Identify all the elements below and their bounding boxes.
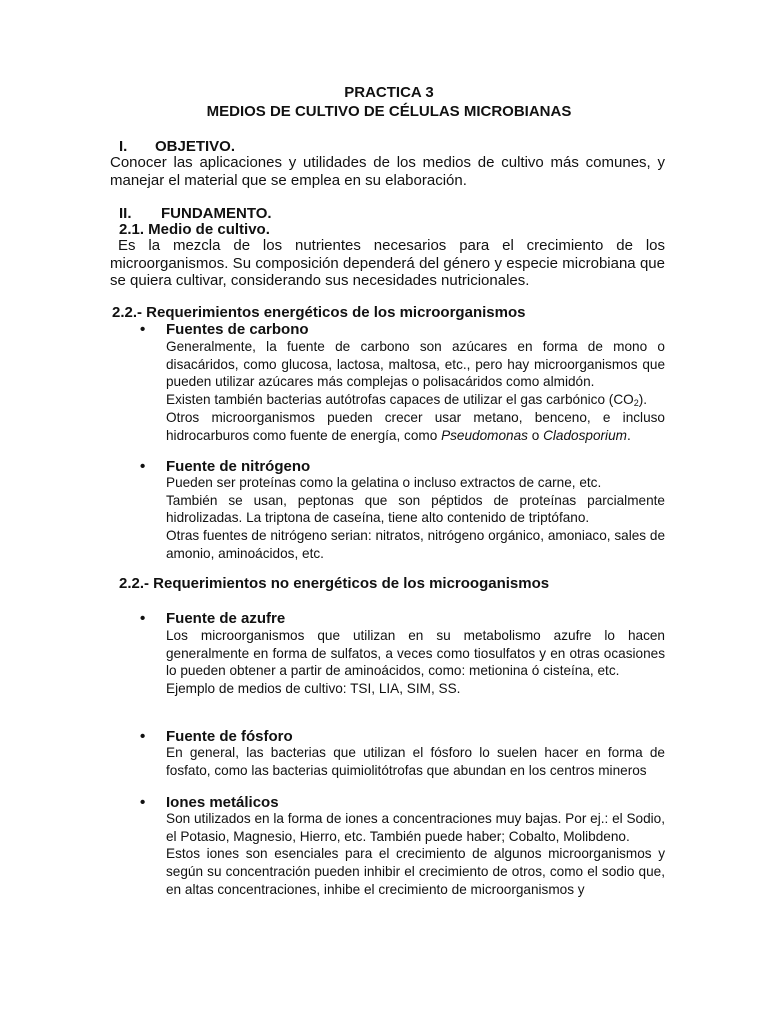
bullet-icon: •: [140, 458, 146, 475]
genus-name: Cladosporium: [543, 427, 627, 443]
bullet-icon: •: [140, 321, 146, 338]
fundamento-number: II.: [119, 205, 132, 222]
bullet-icon: •: [140, 794, 146, 811]
nitrogeno-text: [166, 474, 665, 563]
azufre-text: [166, 627, 665, 698]
bullet-icon: •: [140, 728, 146, 745]
carbono-paragraph: Existen también bacterias autótrofas capaces de utilizar el gas carbónico $(CO_2)$.: [166, 392, 648, 409]
azufre-title: Fuente de azufre: [166, 610, 286, 627]
nitrogeno-paragraph: También se usan, peptonas que son péptidos de proteínas parcialmente hidrolizadas. La triptona de caseína, tiene alto contenido de triptófano.: [166, 492, 665, 526]
metalicos-paragraph: Estos iones son esenciales para el crecimiento de algunos microorganismos y según su concentración pueden inhibir el crecimiento de otros, como el sodio que, en altas concentraciones, inhibe el crecimiento de microorganismos y: [166, 846, 665, 897]
azufre-bullet-item: [140, 610, 286, 628]
carbono-text: [166, 338, 665, 444]
genus-name: Pseudomonas: [441, 427, 528, 443]
medio-cultivo-heading: 2.1. Medio de cultivo.: [119, 221, 270, 238]
carbono-title: Fuentes de carbono: [166, 321, 309, 338]
azufre-paragraph: Los microorganismos que utilizan en su metabolismo azufre lo hacen generalmente en forma de sulfatos, a veces como tiosulfatos y en otras ocasiones lo pueden obtener a partir de aminoácidos, como: metionina ó cisteína, etc.: [166, 628, 665, 679]
fosforo-paragraph: En general, las bacterias que utilizan el fósforo lo suelen hacer en forma de fosfato, como las bacterias quimiolitótrofas que abundan en los centros mineros: [166, 745, 665, 778]
metalicos-text: [166, 810, 665, 899]
carbono-bullet-item: [140, 321, 309, 339]
metalicos-title: Iones metálicos: [166, 794, 279, 811]
bullet-icon: •: [140, 610, 146, 627]
objetivo-text: Conocer las aplicaciones y utilidades de los medios de cultivo más comunes, y manejar el material que se emplea en su elaboración.: [110, 154, 665, 189]
carbono-paragraph: Otros microorganismos pueden crecer usar metano, benceno, e incluso hidrocarburos como fuente de energía, como Pseudomonas o Cladosporium.: [166, 409, 665, 443]
fundamento-heading: FUNDAMENTO.: [161, 205, 272, 222]
nitrogeno-paragraph: Otras fuentes de nitrógeno serian: nitratos, nitrógeno orgánico, amoniaco, sales de amonio, aminoácidos, etc.: [166, 528, 665, 561]
fundamento-text: Es la mezcla de los nutrientes necesarios para el crecimiento de los microorganismos. Su composición dependerá del género y especie microbiana que se quiera cultivar, considerando sus necesidades nutricionales.: [110, 237, 665, 289]
nitrogeno-title: Fuente de nitrógeno: [166, 458, 311, 475]
objetivo-number: I.: [119, 138, 128, 155]
document-title: PRACTICA 3: [344, 84, 434, 101]
fosforo-title: Fuente de fósforo: [166, 728, 293, 745]
energeticos-heading: 2.2.- Requerimientos energéticos de los microorganismos: [112, 304, 526, 321]
metalicos-paragraph: Son utilizados en la forma de iones a concentraciones muy bajas. Por ej.: el Sodio, el Potasio, Magnesio, Hierro, etc. También puede haber; Cobalto, Molibdeno.: [166, 811, 665, 844]
carbono-paragraph: Generalmente, la fuente de carbono son azúcares en forma de mono o disacáridos, como glucosa, lactosa, maltosa, etc., pero hay microorganismos que pueden utilizar azúcares más complejas o polisacáridos como almidón.: [166, 339, 665, 390]
nitrogeno-paragraph: Pueden ser proteínas como la gelatina o incluso extractos de carne, etc.: [166, 475, 602, 490]
objetivo-heading: OBJETIVO.: [155, 138, 236, 155]
fosforo-text: [166, 744, 665, 779]
azufre-paragraph: Ejemplo de medios de cultivo: TSI, LIA, SIM, SS.: [166, 681, 461, 697]
no-energeticos-heading: 2.2.- Requerimientos no energéticos de los microoganismos: [119, 575, 550, 592]
document-subtitle: MEDIOS DE CULTIVO DE CÉLULAS MICROBIANAS: [206, 103, 572, 120]
